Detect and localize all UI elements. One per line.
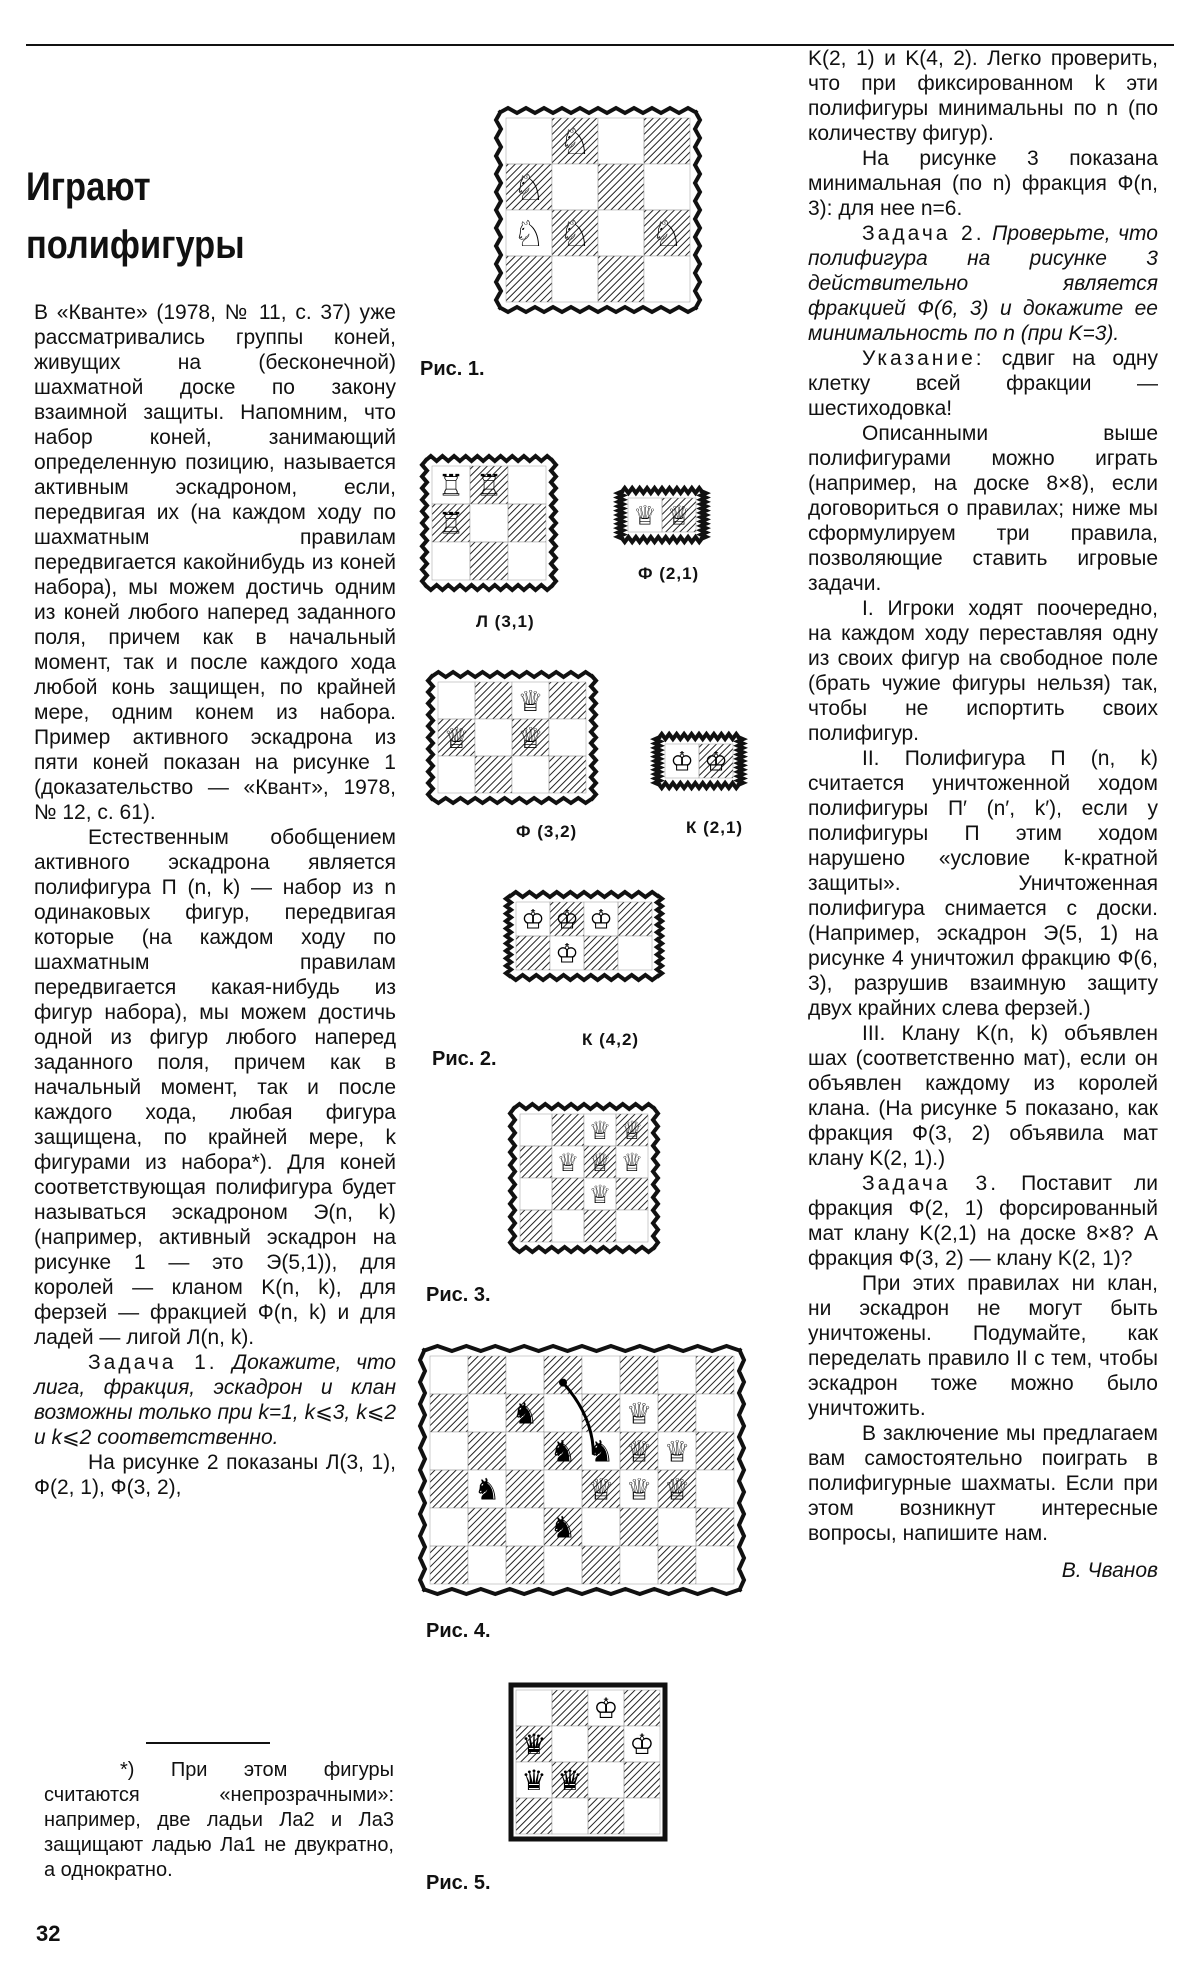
board-fig5	[508, 1682, 668, 1842]
white-queen-piece: ♕	[663, 1433, 691, 1469]
white-king-piece: ♔	[555, 938, 579, 970]
white-king-piece: ♔	[593, 1692, 619, 1726]
paragraph-rules-note: При этих правилах ни клан, ни эскадрон не могут быть уничтожены. Подумайте, как переделать правило II с тем, чтобы эскадрон тоже можно было уничтожить.	[808, 1272, 1158, 1420]
paragraph-rule3: III. Клану K(n, k) объявлен шах (соответственно мат), если он объявлен каждому из королей клана. (На рисунке 5 показано, как фракция Ф(3, 2) объявила мат клану K(2, 1).)	[808, 1022, 1158, 1170]
task1-text: Докажите, что лига, фракция, эскадрон и клан возможны только при k=1, k⩽3, k⩽2 и k⩽2 соответственно.	[34, 1351, 396, 1449]
light-square	[544, 1546, 582, 1584]
light-square	[582, 1356, 620, 1394]
black-queen-piece: ♛	[521, 1764, 547, 1798]
dark-square	[552, 1114, 584, 1146]
black-queen-piece: ♛	[557, 1764, 583, 1798]
paragraph-rules-intro: Описанными выше полифигурами можно играть (например, на доске 8×8), если договориться о правилах; ниже мы сформулируем три правила, позволяющие ставить игровые задачи.	[808, 422, 1158, 595]
fig3-caption: Рис. 3.	[426, 1284, 491, 1306]
board-F32	[426, 672, 596, 802]
light-square	[438, 756, 475, 793]
white-queen-piece: ♕	[588, 1147, 612, 1177]
dark-square	[598, 256, 644, 302]
fig1-caption: Рис. 1.	[420, 358, 485, 380]
light-square	[658, 1508, 696, 1546]
paragraph-rule1: I. Игроки ходят поочередно, на каждом ходу переставляя одну из своих фигур на свободное поле (брать чужие фигуры нельзя) так, чтобы не испортить своих полифигур.	[808, 597, 1158, 745]
hint-heading: Указание:	[862, 347, 985, 370]
light-square	[430, 1508, 468, 1546]
label-K21: К (2,1)	[686, 818, 744, 837]
white-queen-piece: ♕	[620, 1147, 644, 1177]
board-F21	[614, 484, 710, 548]
dark-square	[516, 1798, 552, 1834]
white-queen-piece: ♕	[663, 1471, 691, 1507]
light-square	[512, 756, 549, 793]
light-square	[616, 1210, 648, 1242]
light-square	[508, 466, 546, 504]
black-knight-piece: ♞	[587, 1433, 615, 1469]
paragraph-hint	[808, 346, 1158, 421]
dark-square	[624, 1762, 660, 1798]
white-knight-piece: ♘	[512, 167, 546, 209]
right-column	[808, 46, 1158, 1583]
dark-square	[582, 1546, 620, 1584]
light-square	[516, 1690, 552, 1726]
paragraph-conclusion: В заключение мы предлагаем вам самостоятельно поиграть в полифигурные шахматы. Если при этом возникнут интересные вопросы, напишите нам.	[808, 1422, 1158, 1545]
white-rook-piece: ♖	[437, 505, 465, 541]
fig5-caption: Рис. 5.	[426, 1872, 491, 1894]
dark-square	[549, 682, 586, 719]
dark-square	[430, 1546, 468, 1584]
light-square	[549, 719, 586, 756]
light-square	[644, 164, 690, 210]
white-queen-piece: ♕	[556, 1147, 580, 1177]
light-square	[582, 1508, 620, 1546]
white-king-piece: ♔	[589, 904, 613, 936]
white-queen-piece: ♕	[588, 1115, 612, 1145]
dark-square	[552, 1178, 584, 1210]
task2-heading: Задача 2.	[862, 222, 985, 245]
paragraph-figure3: На рисунке 3 показана минимальная (по n) фракция Ф(n, 3): для нее n=6.	[808, 147, 1158, 220]
white-rook-piece: ♖	[437, 467, 465, 503]
dark-square	[475, 682, 512, 719]
white-knight-piece: ♘	[650, 213, 684, 255]
white-king-piece: ♔	[704, 746, 728, 778]
board-fig4	[420, 1350, 756, 1582]
white-queen-piece: ♕	[443, 720, 470, 755]
paragraph-task2	[808, 221, 1158, 346]
light-square	[644, 256, 690, 302]
light-square	[506, 118, 552, 164]
label-L31: Л (3,1)	[476, 612, 535, 631]
article-title: Играют полифигуры	[26, 165, 245, 267]
dark-square	[658, 1546, 696, 1584]
white-king-piece: ♔	[629, 1728, 655, 1762]
light-square	[552, 164, 598, 210]
paragraph-intro: В «Кванте» (1978, № 11, с. 37) уже рассматривались группы коней, живущих на (бесконечной) шахматной доске по закону взаимной защиты. Напомним, что набор коней, занимающий определенную позицию, называется активным эскадроном, если, передвигая их (на каждом ходу по шахматным правилам передвигается какойнибудь из коней набора), мы можем достичь одним из коней любого наперед заданного поля, причем как в начальный момент, так и после каждого хода любой конь защищен, по крайней мере, одним конем из набора. Пример активного эскадрона из пяти коней показан на рисунке 1 (доказательство — «Квант», 1978, № 12, с. 61).	[34, 301, 396, 824]
light-square	[508, 542, 546, 580]
light-square	[552, 1798, 588, 1834]
light-square	[475, 719, 512, 756]
light-square	[696, 1470, 734, 1508]
white-queen-piece: ♕	[633, 500, 657, 532]
light-square	[520, 1178, 552, 1210]
board-L31	[424, 458, 554, 588]
dark-square	[520, 1210, 552, 1242]
footnote-rule	[146, 1742, 270, 1744]
dark-square	[588, 1726, 624, 1762]
paragraph-generalization: Естественным обобщением активного эскадрона является полифигура П (n, k) — набор из n одинаковых фигур, передвигая которые (на каждом ходу по шахматным правилам передвигается какая-нибудь из фигур набора), мы можем достичь одной из фигур любого наперед заданного поля, причем как в начальный момент, так и после каждого хода, любая фигура защищена, по крайней мере, k фигурами из набора*). Для коней соответствующая полифигура будет называться эскадроном Э(n, k) (например, активный эскадрон на рисунке 1 — это Э(5,1)), для королей — кланом K(n, k), для ферзей — фракцией Ф(n, k) и для ладей — лигой Л(n, k).	[34, 826, 396, 1349]
dark-square	[508, 504, 546, 542]
task2-text: Проверьте, что полифигура на рисунке 3 действительно является фракцией Ф(6, 3) и докажите ее минимальность по n (при K=3).	[808, 222, 1158, 345]
board-fig3	[510, 1104, 660, 1254]
paragraph-minimal: K(2, 1) и K(4, 2). Легко проверить, что при фиксированном k эти полифигуры минимальны по n (по количеству фигур).	[808, 47, 1158, 145]
light-square	[658, 1356, 696, 1394]
dark-square	[696, 1508, 734, 1546]
fig2-caption: Рис. 2.	[432, 1048, 497, 1070]
paragraph-figure2-ref: На рисунке 2 показаны Л(3, 1), Ф(2, 1), Ф(3, 2),	[34, 1451, 396, 1499]
white-king-piece: ♔	[555, 904, 579, 936]
footnote: *) При этом фигуры считаются «непрозрачными»: например, две ладьи Ла2 и Ла3 защищают ладью Ла1 не двукратно, а однократно.	[44, 1759, 394, 1881]
light-square	[696, 1394, 734, 1432]
dark-square	[620, 1356, 658, 1394]
light-square	[618, 936, 652, 970]
label-K42: К (4,2)	[582, 1030, 640, 1049]
white-knight-piece: ♘	[512, 213, 546, 255]
light-square	[620, 1546, 658, 1584]
white-queen-piece: ♕	[625, 1433, 653, 1469]
dark-square	[430, 1470, 468, 1508]
dark-square	[624, 1690, 660, 1726]
dark-square	[658, 1394, 696, 1432]
author: В. Чванов	[1061, 1559, 1158, 1582]
light-square	[468, 1394, 506, 1432]
dark-square	[588, 1798, 624, 1834]
light-square	[430, 1356, 468, 1394]
paragraph-rule2: II. Полифигура П (n, k) считается уничтоженной ходом полифигуры П′ (n′, k′), если у полифигуры П этим ходом нарушено «условие k-кратной защиты». Уничтоженная полифигура снимается с доски. (Например, эскадрон Э(5, 1) на рисунке 4 уничтожил фракцию Ф(6, 3), разрушив взаимную защиту двух крайних слева ферзей.)	[808, 747, 1158, 1020]
white-queen-piece: ♕	[517, 683, 544, 718]
dark-square	[584, 936, 618, 970]
dark-square	[506, 1470, 544, 1508]
dark-square	[506, 256, 552, 302]
light-square	[470, 504, 508, 542]
dark-square	[696, 1432, 734, 1470]
light-square	[544, 1470, 582, 1508]
light-square	[552, 256, 598, 302]
dark-square	[618, 902, 652, 936]
light-square	[506, 1356, 544, 1394]
move-origin-dot	[559, 1379, 567, 1387]
dark-square	[468, 1432, 506, 1470]
paragraph-task1	[34, 1350, 396, 1450]
dark-square	[620, 1508, 658, 1546]
black-knight-piece: ♞	[473, 1471, 501, 1507]
paragraph-task3	[808, 1171, 1158, 1271]
dark-square	[470, 542, 508, 580]
dark-square	[506, 1546, 544, 1584]
label-F32: Ф (3,2)	[516, 822, 578, 841]
white-knight-piece: ♘	[558, 213, 592, 255]
black-knight-piece: ♞	[549, 1433, 577, 1469]
white-king-piece: ♔	[521, 904, 545, 936]
fig4-caption: Рис. 4.	[426, 1620, 491, 1642]
board-K42	[508, 890, 658, 1000]
board-K21	[652, 730, 746, 794]
dark-square	[468, 1508, 506, 1546]
task3-text: Поставит ли фракция Ф(2, 1) форсированный мат клану K(2,1) на доске 8×8? А фракция Ф(3, 2) — клану K(2, 1)?	[808, 1172, 1158, 1270]
dark-square	[549, 756, 586, 793]
dark-square	[520, 1146, 552, 1178]
white-queen-piece: ♕	[517, 720, 544, 755]
white-queen-piece: ♕	[667, 500, 691, 532]
page-number: 32	[36, 1921, 61, 1946]
black-knight-piece: ♞	[511, 1395, 539, 1431]
light-square	[506, 1508, 544, 1546]
white-queen-piece: ♕	[620, 1115, 644, 1145]
light-square	[432, 542, 470, 580]
light-square	[552, 1726, 588, 1762]
dark-square	[598, 164, 644, 210]
light-square	[520, 1114, 552, 1146]
dark-square	[552, 1690, 588, 1726]
hint-text: сдвиг на одну клетку всей фракции — шестиходовка!	[808, 347, 1158, 420]
board-fig1	[498, 110, 700, 312]
dark-square	[584, 1210, 616, 1242]
light-square	[506, 1432, 544, 1470]
dark-square	[516, 936, 550, 970]
white-knight-piece: ♘	[558, 121, 592, 163]
dark-square	[544, 1356, 582, 1394]
black-knight-piece: ♞	[549, 1509, 577, 1545]
task1-heading: Задача 1.	[88, 1351, 218, 1374]
white-queen-piece: ♕	[625, 1471, 653, 1507]
light-square	[430, 1432, 468, 1470]
light-square	[598, 210, 644, 256]
dark-square	[616, 1178, 648, 1210]
light-square	[588, 1762, 624, 1798]
light-square	[598, 118, 644, 164]
dark-square	[430, 1394, 468, 1432]
white-queen-piece: ♕	[625, 1395, 653, 1431]
light-square	[624, 1798, 660, 1834]
light-square	[552, 1210, 584, 1242]
dark-square	[468, 1356, 506, 1394]
left-column	[34, 300, 396, 1500]
dark-square	[696, 1356, 734, 1394]
dark-square	[475, 756, 512, 793]
dark-square	[644, 118, 690, 164]
light-square	[438, 682, 475, 719]
white-rook-piece: ♖	[475, 467, 503, 503]
white-king-piece: ♔	[670, 746, 694, 778]
light-square	[696, 1546, 734, 1584]
label-F21: Ф (2,1)	[638, 564, 700, 583]
black-queen-piece: ♛	[521, 1728, 547, 1762]
white-queen-piece: ♕	[587, 1471, 615, 1507]
task3-heading: Задача 3.	[862, 1172, 1000, 1195]
white-queen-piece: ♕	[588, 1179, 612, 1209]
light-square	[468, 1546, 506, 1584]
